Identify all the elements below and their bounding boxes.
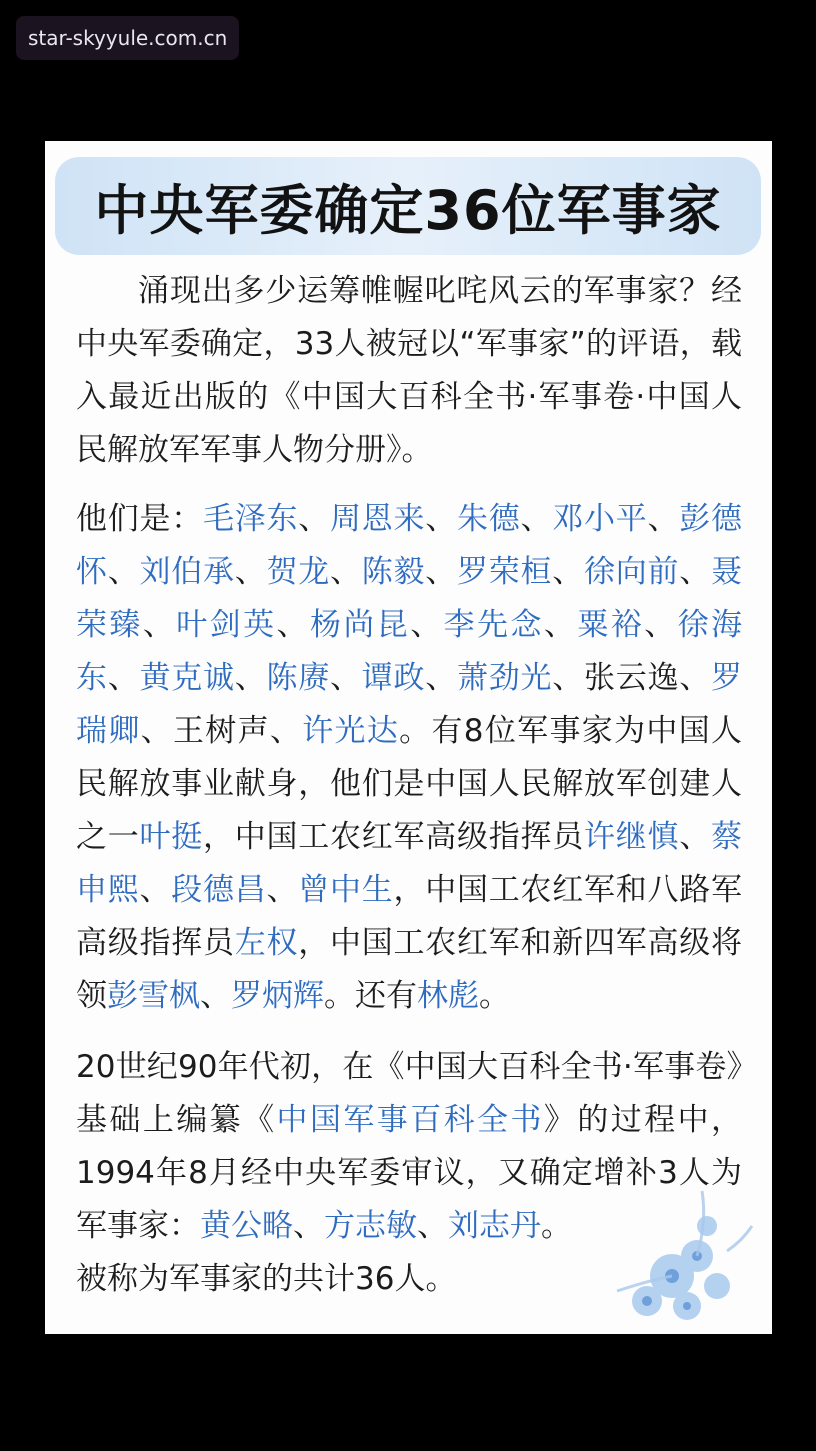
article-title: 中央军委确定36位军事家 <box>94 178 722 242</box>
text-segment: 、王树声、 <box>140 713 303 749</box>
person-name-link[interactable]: 罗瑞卿 <box>76 660 742 749</box>
person-name-link[interactable]: 周恩来 <box>330 501 426 537</box>
person-name-link[interactable]: 李先念 <box>443 607 544 643</box>
person-name-link[interactable]: 左权 <box>234 925 299 961</box>
person-name-link[interactable]: 许光达 <box>302 713 400 749</box>
text-segment: 、 <box>234 554 267 590</box>
article-card <box>45 141 772 1334</box>
person-name-link[interactable]: 陈赓 <box>266 660 330 696</box>
person-name-link[interactable]: 叶挺 <box>139 819 203 855</box>
text-segment: 、张云逸、 <box>552 660 711 696</box>
text-segment: 、 <box>425 501 457 537</box>
person-name-link[interactable]: 林彪 <box>417 978 479 1014</box>
text-segment: 、 <box>266 872 299 908</box>
flower-decoration-icon <box>577 1181 757 1331</box>
text-segment: 20世纪90年代初，在《中国大百科全书·军事卷》基础上编纂《 <box>76 1049 742 1138</box>
person-name-link[interactable]: 徐向前 <box>584 554 680 590</box>
person-name-link[interactable]: 罗炳辉 <box>231 978 324 1014</box>
person-name-link[interactable]: 黄克诚 <box>139 660 235 696</box>
text-segment: 、 <box>679 554 711 590</box>
text-segment: ，中国工农红军和八路军高级指挥员 <box>76 872 742 961</box>
text-segment: 、 <box>543 607 578 643</box>
total-count-line: 被称为军事家的共计36人。 <box>76 1261 457 1297</box>
person-name-link[interactable]: 蔡申熙 <box>76 819 742 908</box>
text-segment: 、 <box>417 1208 448 1244</box>
person-name-link[interactable]: 刘伯承 <box>139 554 235 590</box>
person-name-link[interactable]: 彭德怀 <box>76 501 742 590</box>
person-name-link[interactable]: 黄公略 <box>200 1208 293 1244</box>
person-name-link[interactable]: 罗荣桓 <box>457 554 553 590</box>
person-name-link[interactable]: 徐海东 <box>76 607 743 696</box>
intro-paragraph: 涌现出多少运筹帷幄叱咤风云的军事家？经中央军委确定，33人被冠以“军事家”的评语，载入最近出版的《中国大百科全书·军事卷·中国人民解放军军事人物分册》。 <box>76 273 742 468</box>
text-segment: 、 <box>330 660 362 696</box>
text-segment: 、 <box>425 554 457 590</box>
person-name-link[interactable]: 萧劲光 <box>457 660 553 696</box>
person-name-link[interactable]: 毛泽东 <box>203 501 299 537</box>
title-banner <box>55 157 761 255</box>
text-segment: 、 <box>520 501 553 537</box>
person-name-link[interactable]: 贺龙 <box>266 554 330 590</box>
text-segment: 。还有 <box>324 978 417 1014</box>
text-segment: 、 <box>293 1208 324 1244</box>
text-segment: 、 <box>644 607 678 643</box>
text-segment: 、 <box>142 607 177 643</box>
person-name-link[interactable]: 朱德 <box>457 501 521 537</box>
person-name-link[interactable]: 谭政 <box>361 660 426 696</box>
person-name-link[interactable]: 段德昌 <box>171 872 267 908</box>
text-segment: 。有8位军事家为中国人民解放事业献身，他们是中国人民解放军创建人之一 <box>76 713 743 855</box>
person-name-link[interactable]: 刘志丹 <box>448 1208 541 1244</box>
military-strategists-paragraph <box>76 493 742 1023</box>
text-segment: 、 <box>425 660 457 696</box>
text-segment: 、 <box>234 660 267 696</box>
text-segment: 。 <box>479 978 510 1014</box>
text-segment: ，中国工农红军和新四军高级将领 <box>76 925 742 1014</box>
person-name-link[interactable]: 粟裕 <box>577 607 645 643</box>
text-segment: 、 <box>679 819 711 855</box>
person-name-link[interactable]: 彭雪枫 <box>107 978 200 1014</box>
person-name-link[interactable]: 叶剑英 <box>176 607 277 643</box>
person-name-link[interactable]: 邓小平 <box>552 501 648 537</box>
text-segment: 》的过程中，1994年8月经中央军委审议，又确定增补3人为军事家： <box>76 1102 743 1244</box>
text-segment: 、 <box>647 501 680 537</box>
watermark: star-skyyule.com.cn <box>16 16 239 60</box>
person-name-link[interactable]: 中国军事百科全书 <box>276 1102 544 1138</box>
person-name-link[interactable]: 杨尚昆 <box>309 607 411 643</box>
text-segment: ，中国工农红军高级指挥员 <box>203 819 584 855</box>
person-name-link[interactable]: 许继慎 <box>584 819 680 855</box>
text-segment: 、 <box>552 554 584 590</box>
text-segment: 、 <box>107 660 140 696</box>
text-segment: 、 <box>107 554 140 590</box>
text-segment: 、 <box>330 554 362 590</box>
text-segment: 他们是： <box>76 501 203 537</box>
text-segment: 、 <box>410 607 444 643</box>
person-name-link[interactable]: 聂荣臻 <box>76 554 742 643</box>
text-segment: 、 <box>276 607 310 643</box>
person-name-link[interactable]: 陈毅 <box>361 554 426 590</box>
text-segment: 。 <box>541 1208 572 1244</box>
person-name-link[interactable]: 方志敏 <box>324 1208 417 1244</box>
text-segment: 、 <box>139 872 172 908</box>
text-segment: 、 <box>298 501 330 537</box>
text-segment: 、 <box>200 978 231 1014</box>
person-name-link[interactable]: 曾中生 <box>298 872 394 908</box>
